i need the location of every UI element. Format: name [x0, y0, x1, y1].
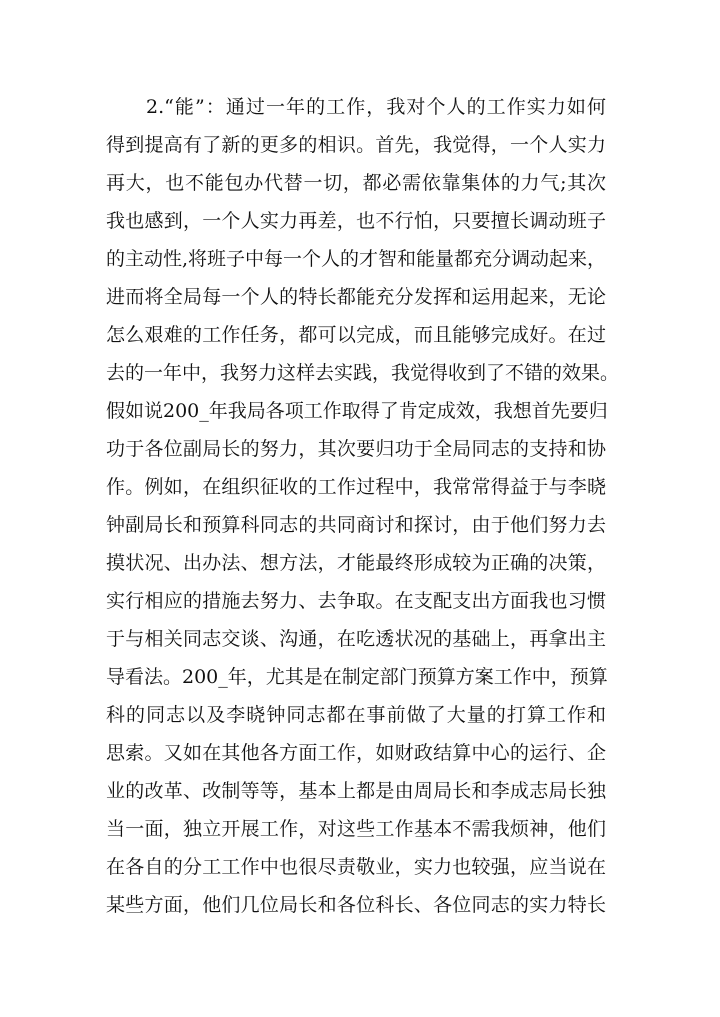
- text-line: 再大，也不能包办代替一切，都必需依靠集体的力气;其次: [106, 172, 606, 194]
- text-line: 怎么艰难的工作任务，都可以完成，而且能够完成好。在过: [106, 324, 606, 346]
- text-line: 得到提高有了新的更多的相识。首先，我觉得，一个人实力: [106, 134, 606, 156]
- text-line: 思索。又如在其他各方面工作，如财政结算中心的运行、企: [106, 742, 606, 764]
- text-line: 进而将全局每一个人的特长都能充分发挥和运用起来，无论: [106, 286, 606, 308]
- body-text: [106, 88, 620, 924]
- text-line: 在各自的分工工作中也很尽责敬业，实力也较强，应当说在: [106, 856, 606, 878]
- text-line: 我也感到，一个人实力再差，也不行怕，只要擅长调动班子: [106, 210, 606, 232]
- text-line: 当一面，独立开展工作，对这些工作基本不需我烦神，他们: [106, 818, 606, 840]
- text-line: 的主动性,将班子中每一个人的才智和能量都充分调动起来，: [106, 248, 607, 270]
- text-line: 假如说200_年我局各项工作取得了肯定成效，我想首先要归: [106, 400, 608, 422]
- text-line: 功于各位副局长的努力，其次要归功于全局同志的支持和协: [106, 438, 606, 460]
- text-line: 钟副局长和预算科同志的共同商讨和探讨，由于他们努力去: [106, 514, 606, 536]
- text-line: 摸状况、出办法、想方法，才能最终形成较为正确的决策，: [106, 552, 606, 574]
- text-line: 实行相应的措施去努力、去争取。在支配支出方面我也习惯: [106, 590, 606, 612]
- text-line: 2.“能”：通过一年的工作，我对个人的工作实力如何: [146, 96, 606, 118]
- text-line: 去的一年中，我努力这样去实践，我觉得收到了不错的效果。: [106, 362, 620, 384]
- text-line: 导看法。200_年，尤其是在制定部门预算方案工作中，预算: [106, 666, 608, 688]
- text-line: 某些方面，他们几位局长和各位科长、各位同志的实力特长: [106, 894, 606, 916]
- text-line: 业的改革、改制等等，基本上都是由周局长和李成志局长独: [106, 780, 606, 802]
- text-line: 作。例如，在组织征收的工作过程中，我常常得益于与李晓: [106, 476, 606, 498]
- text-line: 科的同志以及李晓钟同志都在事前做了大量的打算工作和: [106, 704, 606, 726]
- text-line: 于与相关同志交谈、沟通，在吃透状况的基础上，再拿出主: [106, 628, 606, 650]
